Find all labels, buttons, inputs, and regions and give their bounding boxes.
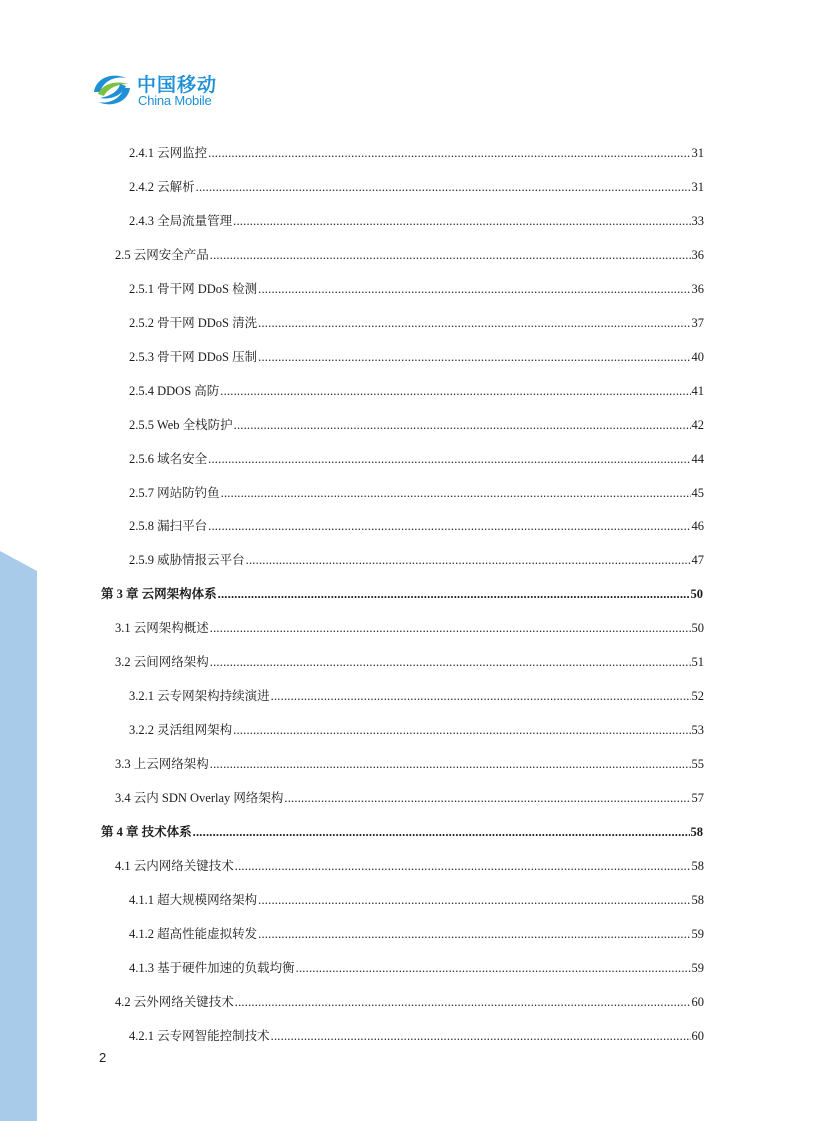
brand-name-cn: 中国移动 (137, 74, 218, 96)
toc-entry-label: 2.5.8 漏扫平台 (129, 519, 208, 533)
toc-entry[interactable] (129, 483, 704, 503)
toc-entry[interactable] (129, 279, 704, 299)
toc-entry-page: 36 (691, 282, 704, 296)
toc-leader-dots (210, 618, 691, 638)
toc-entry-page: 60 (691, 1029, 704, 1043)
toc-entry-page: 44 (691, 452, 704, 466)
toc-chapter-entry[interactable] (101, 584, 703, 604)
toc-leader-dots (233, 211, 690, 231)
toc-entry-label: 第 3 章 云网架构体系 (101, 587, 217, 601)
toc-entry-label: 4.1.1 超大规模网络架构 (129, 893, 258, 907)
toc-leader-dots (284, 788, 690, 808)
toc-entry-page: 51 (691, 655, 704, 669)
toc-entry-label: 3.3 上云网络架构 (115, 757, 209, 771)
toc-leader-dots (235, 856, 691, 876)
toc-entry-page: 31 (691, 180, 704, 194)
toc-entry-page: 50 (691, 621, 704, 635)
toc-entry-label: 2.5.5 Web 全栈防护 (129, 418, 233, 432)
toc-entry[interactable] (129, 516, 704, 536)
toc-leader-dots (258, 924, 690, 944)
toc-leader-dots (271, 686, 691, 706)
toc-leader-dots (218, 584, 690, 604)
toc-leader-dots (208, 143, 690, 163)
toc-entry-label: 2.5.3 骨干网 DDoS 压制 (129, 350, 258, 364)
toc-entry[interactable] (129, 958, 704, 978)
toc-entry-label: 2.4.2 云解析 (129, 180, 195, 194)
toc-entry[interactable] (129, 177, 704, 197)
toc-entry-page: 33 (691, 214, 704, 228)
toc-entry-label: 2.5.7 网站防钓鱼 (129, 486, 220, 500)
toc-leader-dots (258, 313, 690, 333)
toc-entry-page: 41 (691, 384, 704, 398)
toc-entry[interactable] (129, 347, 704, 367)
toc-entry[interactable] (129, 381, 704, 401)
toc-entry-label: 2.4.3 全局流量管理 (129, 214, 233, 228)
toc-entry[interactable] (129, 720, 704, 740)
toc-leader-dots (234, 415, 691, 435)
toc-entry-label: 2.5.9 威胁情报云平台 (129, 553, 245, 567)
toc-entry-label: 第 4 章 技术体系 (101, 825, 192, 839)
toc-entry-page: 60 (691, 995, 704, 1009)
toc-leader-dots (233, 720, 690, 740)
brand-name-en: China Mobile (138, 93, 212, 108)
toc-entry[interactable] (129, 415, 704, 435)
toc-leader-dots (221, 483, 691, 503)
toc-entry[interactable] (115, 618, 704, 638)
toc-entry-page: 47 (691, 553, 704, 567)
toc-entry-page: 52 (691, 689, 704, 703)
toc-entry[interactable] (115, 245, 704, 265)
toc-entry-page: 55 (691, 757, 704, 771)
toc-leader-dots (258, 279, 690, 299)
toc-leader-dots (196, 177, 691, 197)
toc-entry-page: 59 (691, 961, 704, 975)
toc-entry[interactable] (115, 856, 704, 876)
toc-entry-label: 4.1.3 基于硬件加速的负载均衡 (129, 961, 295, 975)
toc-leader-dots (258, 890, 690, 910)
toc-entry-label: 2.5.2 骨干网 DDoS 清洗 (129, 316, 258, 330)
toc-entry-label: 4.2.1 云专网智能控制技术 (129, 1029, 270, 1043)
toc-entry[interactable] (115, 754, 704, 774)
toc-entry[interactable] (115, 788, 704, 808)
toc-entry-label: 2.5.1 骨干网 DDoS 检测 (129, 282, 258, 296)
sidebar-decoration (0, 551, 37, 1121)
toc-chapter-entry[interactable] (101, 822, 703, 842)
toc-entry-label: 3.4 云内 SDN Overlay 网络架构 (115, 791, 284, 805)
toc-entry-label: 4.2 云外网络关键技术 (115, 995, 234, 1009)
toc-entry[interactable] (115, 652, 704, 672)
toc-entry-page: 42 (691, 418, 704, 432)
toc-entry-label: 4.1 云内网络关键技术 (115, 859, 234, 873)
toc-leader-dots (210, 245, 691, 265)
toc-entry-page: 53 (691, 723, 704, 737)
toc-leader-dots (208, 516, 690, 536)
toc-entry-page: 36 (691, 248, 704, 262)
toc-entry-label: 3.1 云网架构概述 (115, 621, 209, 635)
toc-entry-page: 58 (690, 825, 703, 839)
toc-entry-label: 3.2.2 灵活组网架构 (129, 723, 233, 737)
toc-leader-dots (210, 754, 691, 774)
toc-entry-label: 2.4.1 云网监控 (129, 146, 208, 160)
toc-leader-dots (193, 822, 690, 842)
toc-entry-label: 3.2 云间网络架构 (115, 655, 209, 669)
toc-entry[interactable] (129, 449, 704, 469)
toc-entry-page: 57 (691, 791, 704, 805)
toc-entry[interactable] (129, 313, 704, 333)
toc-entry-page: 40 (691, 350, 704, 364)
toc-entry[interactable] (129, 890, 704, 910)
toc-leader-dots (271, 1026, 691, 1046)
toc-entry-label: 2.5 云网安全产品 (115, 248, 209, 262)
toc-entry-label: 3.2.1 云专网架构持续演进 (129, 689, 270, 703)
toc-entry-label: 2.5.4 DDOS 高防 (129, 384, 220, 398)
china-mobile-logo (90, 68, 230, 114)
toc-leader-dots (235, 992, 691, 1012)
toc-leader-dots (296, 958, 691, 978)
toc-leader-dots (246, 550, 691, 570)
toc-entry[interactable] (115, 992, 704, 1012)
toc-entry-page: 58 (691, 859, 704, 873)
toc-entry-page: 45 (691, 486, 704, 500)
toc-leader-dots (220, 381, 690, 401)
toc-entry[interactable] (129, 550, 704, 570)
toc-entry[interactable] (129, 924, 704, 944)
toc-leader-dots (208, 449, 690, 469)
toc-entry-label: 4.1.2 超高性能虚拟转发 (129, 927, 258, 941)
toc-entry[interactable] (129, 143, 704, 163)
toc-entry-page: 58 (691, 893, 704, 907)
toc-entry-page: 37 (691, 316, 704, 330)
toc-entry[interactable] (129, 1026, 704, 1046)
toc-entry[interactable] (129, 211, 704, 231)
page-number: 2 (99, 1050, 107, 1065)
toc-leader-dots (210, 652, 691, 672)
toc-leader-dots (258, 347, 690, 367)
toc-entry-page: 50 (690, 587, 703, 601)
toc-entry-page: 59 (691, 927, 704, 941)
toc-entry-page: 46 (691, 519, 704, 533)
toc-entry-label: 2.5.6 域名安全 (129, 452, 208, 466)
toc-entry-page: 31 (691, 146, 704, 160)
china-mobile-logo-icon (90, 70, 134, 110)
toc-entry[interactable] (129, 686, 704, 706)
